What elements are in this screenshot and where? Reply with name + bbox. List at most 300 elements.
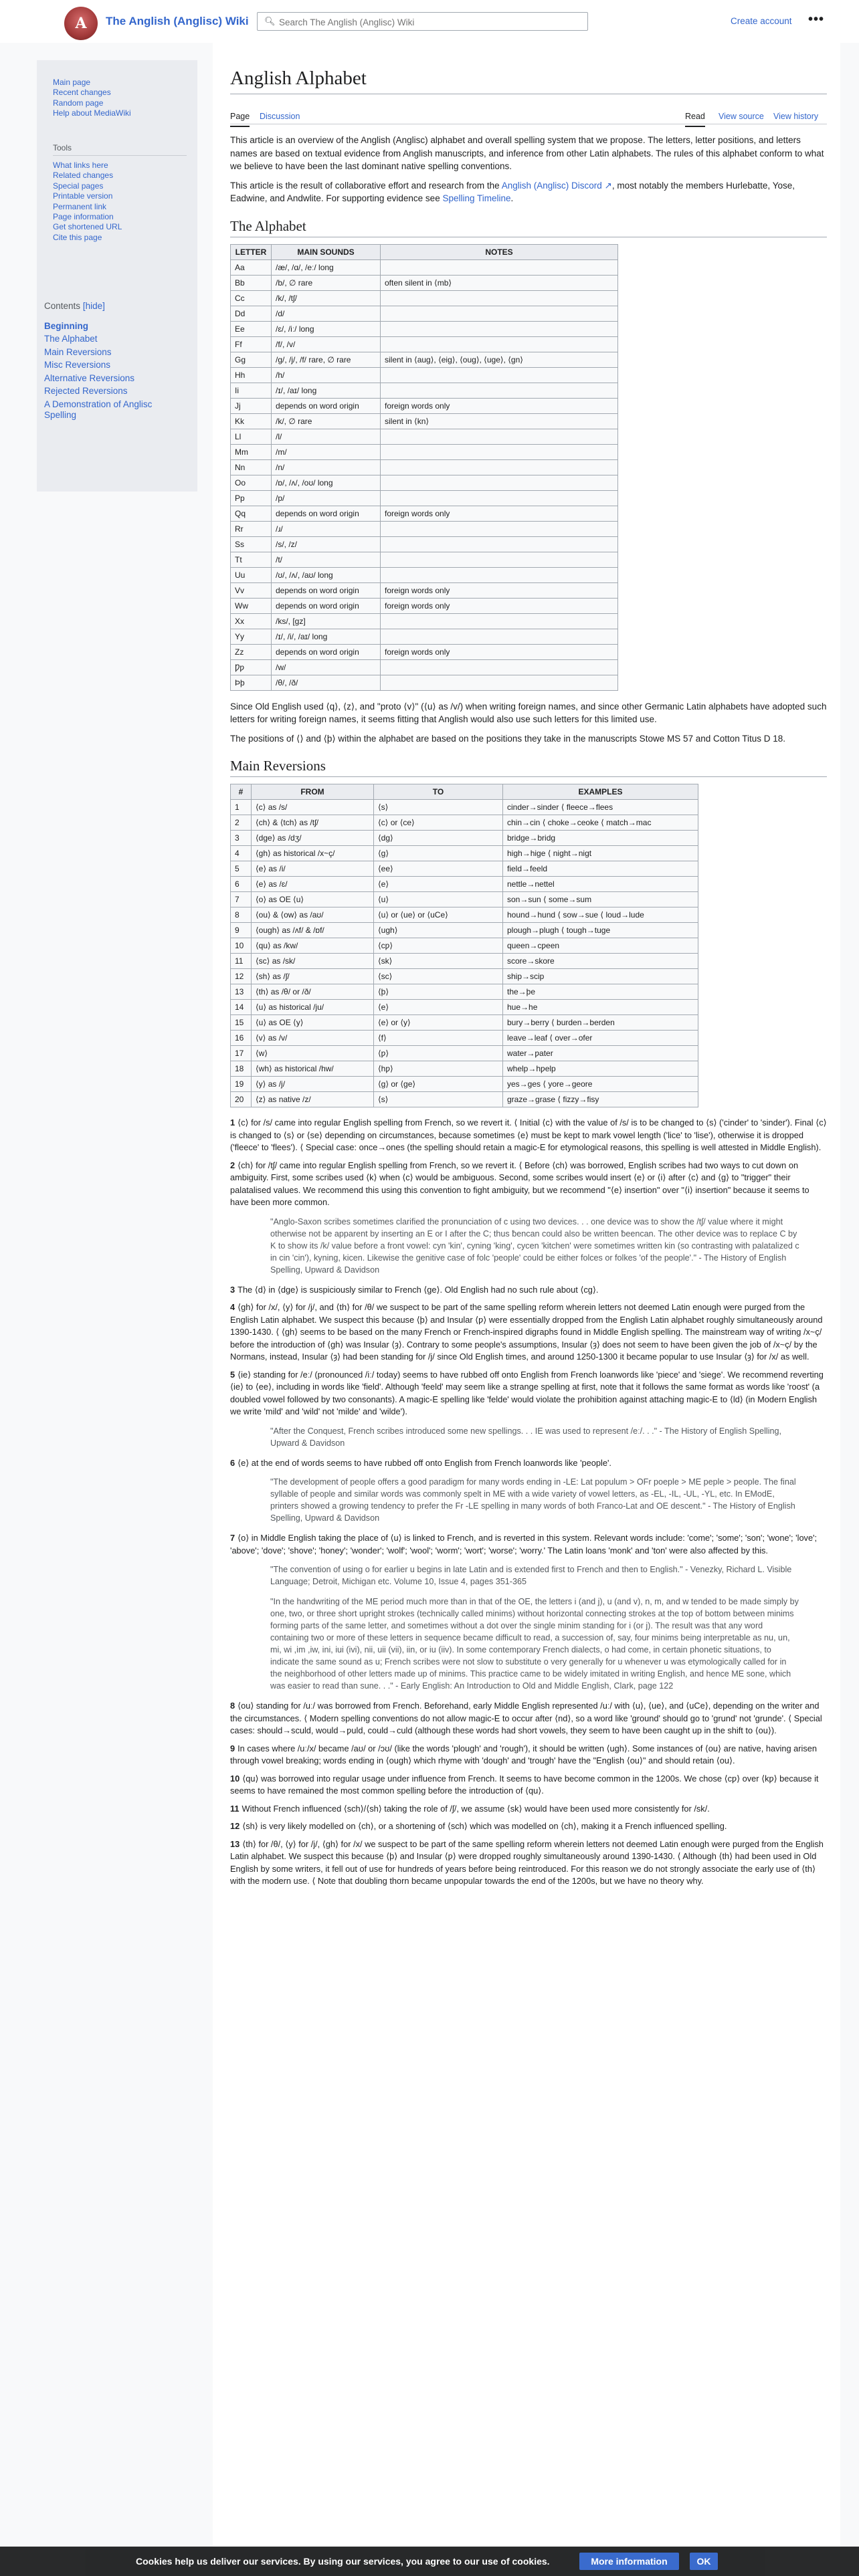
letter-cell: Zz (231, 644, 272, 659)
examples-cell: whelp→hƿelp (503, 1061, 698, 1077)
letter-cell: Oo (231, 475, 272, 490)
letter-cell: Ff (231, 336, 272, 352)
spelling-timeline-link[interactable]: Spelling Timeline (442, 193, 511, 203)
table-row (231, 259, 618, 275)
examples-cell: plough→plugh ⟨ tough→tuge (503, 923, 698, 938)
to-cell: ⟨e⟩ (374, 1000, 503, 1015)
letter-cell: Jj (231, 398, 272, 413)
note-paragraph (230, 1700, 827, 1737)
letter-cell: Ss (231, 536, 272, 552)
note-paragraph (230, 1457, 827, 1470)
number-cell: 20 (231, 1092, 252, 1107)
sounds-cell: depends on word origin (272, 398, 381, 413)
to-cell: ⟨u⟩ (374, 892, 503, 907)
sidebar-item-help[interactable]: Help about MediaWiki (53, 108, 131, 118)
letter-cell: Ww (231, 598, 272, 613)
number-cell: 3 (231, 831, 252, 846)
letter-cell: Kk (231, 413, 272, 429)
toc-item-rejected-reversions[interactable]: Rejected Reversions (44, 386, 128, 396)
note-paragraph (230, 1803, 827, 1816)
examples-cell: cinder→sinder ⟨ fleece→flees (503, 800, 698, 815)
toc-heading: Contents (44, 301, 81, 311)
table-row (231, 582, 618, 598)
letter-cell: Pp (231, 490, 272, 506)
notes-cell (381, 567, 618, 582)
table-row (231, 521, 618, 536)
letter-cell: Bb (231, 275, 272, 290)
examples-cell: queen→cƿeen (503, 938, 698, 954)
table-row (231, 275, 618, 290)
sounds-cell: /ɹ/ (272, 521, 381, 536)
note-number: 1 (230, 1117, 235, 1128)
table-row (231, 846, 698, 861)
number-cell: 9 (231, 923, 252, 938)
toc-item-beginning[interactable]: Beginning (44, 320, 88, 331)
from-cell: ⟨dge⟩ as /dʒ/ (252, 831, 374, 846)
column-header-number: # (231, 784, 252, 800)
from-cell: ⟨th⟩ as /θ/ or /ð/ (252, 984, 374, 1000)
number-cell: 11 (231, 954, 252, 969)
sounds-cell: /ɪ/, /i/, /aɪ/ long (272, 629, 381, 644)
letter-cell: Ll (231, 429, 272, 444)
note-text: ⟨ch⟩ for /tʃ/ came into regular English spelling from French, so we revert it. ⟨ Before ⟨ch⟩ was borrowed, English scribes had two ways to cut down on ambiguity. First, some scribes used ⟨k⟩ when ⟨c⟩ would be ambiguous. Second, some scribes would insert ⟨e⟩ or ⟨i⟩ after ⟨c⟩ and ⟨g⟩ to "trigger" their palatalised values. We recommend this using this convention to fight ambiguity, but we recommend "⟨e⟩ insertion" over "⟨i⟩ insertion" because it seems to have been more common. (230, 1160, 809, 1207)
table-row (231, 1061, 698, 1077)
notes-cell (381, 675, 618, 690)
to-cell: ⟨s⟩ (374, 1092, 503, 1107)
sounds-cell: /f/, /v/ (272, 336, 381, 352)
note-number: 5 (230, 1369, 235, 1380)
sounds-cell: /æ/, /ɑ/, /eː/ long (272, 259, 381, 275)
examples-cell: graze→grase ⟨ fizzy→fisy (503, 1092, 698, 1107)
alphabet-table (230, 244, 618, 691)
note-paragraph (230, 1301, 827, 1364)
sidebar-nav (53, 78, 131, 119)
note-number: 13 (230, 1838, 240, 1849)
note-number: 8 (230, 1701, 235, 1711)
notes-cell (381, 321, 618, 336)
tool-page-information[interactable]: Page information (53, 212, 114, 222)
intro-paragraph: This article is an overview of the Anglish (Anglisc) alphabet and overall spelling system that we propose. The letters, letter positions, and letters names are based on textual evidence from Anglish manuscripts, and inference from other Latin alphabets. The rules of this alphabet conform to what we believe to have been the last dominant native spelling conventions. (230, 135, 824, 171)
notes-cell (381, 459, 618, 475)
note-text: ⟨th⟩ for /θ/, ⟨y⟩ for /j/, ⟨gh⟩ for /x/ we suspect to be part of the same spelling reform wherein letters not deemed Latin enough were purged from the English Latin alphabet. We suspect this because ⟨þ⟩ and Insular ⟨ƿ⟩ were dropped roughly simultaneously around 1390-1430. ⟨ Although ⟨th⟩ had been used in Old English by some writers, it fell out of use for hundreds of years before being reintroduced. For this reason we do not strongly associate the early use of ⟨th⟩ with the modern use. ⟨ Note that doubling thorn became unpopular towards the end of the 1200s, but we have no theory why. (230, 1838, 824, 1886)
toc-hide-link[interactable]: [hide] (82, 301, 105, 311)
table-row (231, 290, 618, 306)
notes-cell: foreign words only (381, 582, 618, 598)
letter-cell: Ƿƿ (231, 659, 272, 675)
notes-cell (381, 444, 618, 459)
toc-item-misc-reversions[interactable]: Misc Reversions (44, 360, 111, 370)
sounds-cell: /ks/, [gz] (272, 613, 381, 629)
examples-cell: ship→scip (503, 969, 698, 984)
tab-discussion[interactable]: Discussion (260, 112, 300, 121)
sounds-cell: /b/, ∅ rare (272, 275, 381, 290)
table-row (231, 815, 698, 831)
table-row (231, 321, 618, 336)
table-row (231, 613, 618, 629)
sidebar-tools (53, 160, 122, 243)
site-name-link[interactable]: The Anglish (Anglisc) Wiki (106, 15, 249, 27)
table-row (231, 536, 618, 552)
note-paragraph (230, 1838, 827, 1888)
more-information-button[interactable]: More information (579, 2553, 679, 2570)
from-cell: ⟨ch⟩ & ⟨tch⟩ as /tʃ/ (252, 815, 374, 831)
notes-cell (381, 429, 618, 444)
examples-cell: chin→cin ⟨ choke→ceoke ⟨ match→mac (503, 815, 698, 831)
from-cell: ⟨u⟩ as OE ⟨y⟩ (252, 1015, 374, 1031)
notes-cell (381, 336, 618, 352)
toc-item-alternative-reversions[interactable]: Alternative Reversions (44, 372, 135, 383)
table-row (231, 861, 698, 877)
from-cell: ⟨sh⟩ as /ʃ/ (252, 969, 374, 984)
quote-block: "Anglo-Saxon scribes sometimes clarified the pronunciation of c using two devices. . . one device was to show the /tʃ/ value where it might otherwise not be apparent by inserting an E or I after the C; thus ƀencan could also be written ƀeencan. The other device was to replace C by K to show its /k/ value before a front vowel: cyn 'kin', cyning 'king', cycen 'kitchen' were sometimes written kin (so contrasting with palatalized c in cin 'cin'), kyning, kicen. Likewise the genitive case of folc 'people' could be either folces or folkes 'of the people'." - The History of English Spelling, Upward & Davidson (270, 1216, 799, 1275)
section-heading-alphabet: The Alphabet (230, 217, 827, 237)
note-text: ⟨c⟩ for /s/ came into regular English spelling from French, so we revert it. ⟨ Initial ⟨c⟩ with the value of /s/ is to be changed to ⟨s⟩ ('cinder' to 'sinder'). Final ⟨c⟩ is changed to ⟨s⟩ or ⟨se⟩ depending on circumstances, because sometimes ⟨e⟩ must be kept to mark vowel length ('lice' to 'lise'), otherwise it is dropped ('fleece' to 'flees'). ⟨ Special case: once→ones (the spelling should retain a magic-E for etymological reasons, this spelling is well attested in Middle English). (230, 1117, 827, 1152)
table-row (231, 907, 698, 923)
notes-cell: foreign words only (381, 506, 618, 521)
alphabet-note-2: The positions of ⟨⟩ and ⟨þ⟩ within the alphabet are based on the positions they take in the manuscripts Stowe MS 57 and Cotton Titus D 18. (230, 733, 786, 744)
quote-block: "In the handwriting of the ME period much more than in that of the OE, the letters i (and j), u (and v), n, m, and w tended to be made simply by one, two, or three short upright strokes (technically called minims) without horizontal connecting strokes at the top of bottom between minims forming parts of the same letter, and sometimes without a dot over the single minim standing for i (or j). The result was that any word containing two or more of these letters in sequence became difficult to read, a succession of, say, four minims being interpretable as nu, un, mi, wi ,im ,iw, ini, iui (ivi), nii, uii (vii), iin, or iu (iiv). In some contemporary French dialects, o had come, in certain phonetic situations, to indicate the same sound as u; French scribes were not slow to substitute o very generally for u whenever u was etymologically called for in the neighborhood of other letters made up of minims. This practice came to be widely imitated in writing English, and hence ME sone, which was easier to read than sune. . ." - Early English: An Introduction to Old and Middle English, Clark, page 122 (270, 1597, 799, 1691)
from-cell: ⟨ough⟩ as /ʌf/ & /ɒf/ (252, 923, 374, 938)
letter-cell: Xx (231, 613, 272, 629)
to-cell: ⟨f⟩ (374, 1031, 503, 1046)
table-row (231, 800, 698, 815)
letter-cell: Þþ (231, 675, 272, 690)
cookie-banner (0, 2547, 859, 2576)
from-cell: ⟨ou⟩ & ⟨ow⟩ as /aʊ/ (252, 907, 374, 923)
notes-cell (381, 536, 618, 552)
number-cell: 15 (231, 1015, 252, 1031)
column-header-sounds: MAIN SOUNDS (272, 244, 381, 259)
notes-cell: silent in ⟨aug⟩, ⟨eig⟩, ⟨oug⟩, ⟨uge⟩, ⟨gn⟩ (381, 352, 618, 367)
letter-cell: Yy (231, 629, 272, 644)
note-text: In cases where /uː/x/ became /aʊ/ or /ɔʊ/ (like the words 'plough' and 'rough'), it should be written ⟨ugh⟩. Some instances of ⟨ou⟩ are native, having arisen through vowel breaking; words ending in ⟨ough⟩ which rhyme with 'dough' and 'trough' have the "English ⟨ou⟩" and should retain ⟨ou⟩. (230, 1743, 818, 1765)
number-cell: 19 (231, 1077, 252, 1092)
table-row (231, 1015, 698, 1031)
note-text: ⟨gh⟩ for /x/, ⟨y⟩ for /j/, and ⟨th⟩ for /θ/ we suspect to be part of the same spelling reform wherein letters not deemed Latin enough were purged from the English Latin alphabet. We suspect this because ⟨þ⟩ and Insular ⟨ƿ⟩ were essentially dropped from the English Latin alphabet roughly simultaneously around 1390-1430. ⟨ ⟨gh⟩ seems to be based on the many French or French-inspired digraphs found in Middle English spelling. The mainstream way of writing /x~ç/ before the introduction of ⟨gh⟩ was Insular ⟨ȝ⟩. Contrary to some people's assumptions, Insular ⟨ȝ⟩ does not seem to have been given the job of /x~ç/ by the Normans, instead, Insular ⟨ȝ⟩ had been standing for /j/ since Old English times, and around 1250-1300 it became popular to use Insular ⟨ȝ⟩ for /x/ as well. (230, 1302, 823, 1362)
page-title: Anglish Alphabet (230, 67, 827, 94)
to-cell: ⟨g⟩ (374, 846, 503, 861)
note-text: ⟨qu⟩ was borrowed into regular usage under influence from French. It seems to have become common in the 1200s. We chose ⟨cƿ⟩ over ⟨kƿ⟩ because it seems to have remained the most common spelling before the introduction of ⟨qu⟩. (230, 1773, 819, 1796)
sounds-cell: /p/ (272, 490, 381, 506)
from-cell: ⟨v⟩ as /v/ (252, 1031, 374, 1046)
note-number: 2 (230, 1160, 235, 1170)
sounds-cell: /g/, /j/, /f/ rare, ∅ rare (272, 352, 381, 367)
from-cell: ⟨w⟩ (252, 1046, 374, 1061)
note-paragraph (230, 1284, 827, 1297)
table-row (231, 892, 698, 907)
letter-cell: Gg (231, 352, 272, 367)
tool-related-changes[interactable]: Related changes (53, 171, 114, 181)
tool-shortened-url[interactable]: Get shortened URL (53, 222, 122, 232)
table-row (231, 567, 618, 582)
examples-cell: yes→ges ⟨ yore→geore (503, 1077, 698, 1092)
note-number: 4 (230, 1302, 235, 1312)
to-cell: ⟨ee⟩ (374, 861, 503, 877)
notes-cell (381, 521, 618, 536)
notes-cell: foreign words only (381, 644, 618, 659)
notes-cell: silent in ⟨kn⟩ (381, 413, 618, 429)
note-number: 11 (230, 1803, 240, 1814)
tool-what-links-here[interactable]: What links here (53, 160, 108, 170)
to-cell: ⟨þ⟩ (374, 984, 503, 1000)
table-of-contents (44, 301, 185, 423)
letter-cell: Nn (231, 459, 272, 475)
quote-block: "The development of people offers a good paradigm for many words ending in -LE: Lat populum > OFr poeple > ME peple > people. The final syllable of people and similar words was commonly spelt in ME with a wide variety of vowel letters, as -EL, -IL, -UL, -YL, etc. In EModE, printers showed a growing tendency to prefer the Fr -LE spelling in many words of both Franco-Lat and OE descent." - The History of English Spelling, Upward & Davidson (270, 1477, 796, 1523)
create-account-link[interactable]: Create account (731, 16, 792, 26)
search-icon: 🔍︎ (264, 16, 276, 26)
notes-cell (381, 367, 618, 383)
note-paragraph (230, 1532, 827, 1557)
sounds-cell: /n/ (272, 459, 381, 475)
sidebar-item-random-page[interactable]: Random page (53, 98, 104, 108)
tab-page[interactable]: Page (230, 112, 250, 127)
table-row (231, 383, 618, 398)
examples-cell: bridge→bridg (503, 831, 698, 846)
notes-cell: foreign words only (381, 398, 618, 413)
examples-cell: leave→leaf ⟨ over→ofer (503, 1031, 698, 1046)
examples-cell: score→skore (503, 954, 698, 969)
tools-heading: Tools (53, 143, 72, 152)
letter-cell: Vv (231, 582, 272, 598)
to-cell: ⟨c⟩ or ⟨ce⟩ (374, 815, 503, 831)
toc-item-alphabet[interactable]: The Alphabet (44, 334, 98, 344)
reversions-table (230, 784, 698, 1107)
site-logo[interactable]: A (64, 7, 98, 40)
from-cell: ⟨c⟩ as /s/ (252, 800, 374, 815)
from-cell: ⟨e⟩ as /i/ (252, 861, 374, 877)
letter-cell: Tt (231, 552, 272, 567)
sounds-cell: /ɒ/, /ʌ/, /oʊ/ long (272, 475, 381, 490)
note-number: 12 (230, 1821, 240, 1831)
notes-cell (381, 490, 618, 506)
sounds-cell: /d/ (272, 306, 381, 321)
to-cell: ⟨sk⟩ (374, 954, 503, 969)
notes-cell (381, 552, 618, 567)
column-header-notes: NOTES (381, 244, 618, 259)
column-header-to: TO (374, 784, 503, 800)
alphabet-note-1: Since Old English used ⟨q⟩, ⟨z⟩, and "proto ⟨v⟩" (⟨u⟩ as /v/) when writing foreign names, and since other Germanic Latin alphabets have adopted such letters for writing foreign names, it seems fitting that Anglish would also use such letters for this limited use. (230, 701, 827, 724)
quote-block: "After the Conquest, French scribes introduced some new spellings. . . IE was used to represent /eː/. . ." - The History of English Spelling, Upward & Davidson (270, 1426, 782, 1448)
sounds-cell: /ʊ/, /ʌ/, /aʊ/ long (272, 567, 381, 582)
notes-cell (381, 290, 618, 306)
examples-cell: nettle→nettel (503, 877, 698, 892)
table-row (231, 506, 618, 521)
sounds-cell: /ɛ/, /iː/ long (272, 321, 381, 336)
note-number: 10 (230, 1773, 240, 1784)
search-input[interactable] (278, 15, 581, 29)
letter-cell: Aa (231, 259, 272, 275)
to-cell: ⟨ugh⟩ (374, 923, 503, 938)
examples-cell: the→þe (503, 984, 698, 1000)
main-content (213, 43, 840, 2576)
tab-read[interactable]: Read (685, 112, 705, 127)
letter-cell: Cc (231, 290, 272, 306)
notes-cell (381, 475, 618, 490)
table-row (231, 629, 618, 644)
note-paragraph (230, 1820, 827, 1833)
to-cell: ⟨u⟩ or ⟨ue⟩ or ⟨uCe⟩ (374, 907, 503, 923)
note-text: Without French influenced ⟨sch⟩/⟨sh⟩ taking the role of /ʃ/, we assume ⟨sk⟩ would have been used more consistently for /sk/. (242, 1803, 710, 1814)
notes-cell (381, 306, 618, 321)
from-cell: ⟨z⟩ as native /z/ (252, 1092, 374, 1107)
note-paragraph (230, 1773, 827, 1798)
sounds-cell: depends on word origin (272, 644, 381, 659)
note-text: ⟨ie⟩ standing for /eː/ (pronounced /iː/ today) seems to have rubbed off onto English from French loanwords like 'piece' and 'siege'. We recommend reverting ⟨ie⟩ to ⟨ee⟩, including in words like 'field'. Although 'feeld' may seem like a strange spelling at first, note that it follows the same format as words like 'roost' (a doubled vowel followed by two consonants). A magic-E spelling like 'felde' would violate the prohibition against attaching magic-E to ⟨ld⟩ (in Modern English we write 'mild' and 'wild' not 'milde' and 'wilde'). (230, 1369, 824, 1416)
column-header-examples: EXAMPLES (503, 784, 698, 800)
table-row (231, 644, 618, 659)
sounds-cell: /ɪ/, /aɪ/ long (272, 383, 381, 398)
sounds-cell: /θ/, /ð/ (272, 675, 381, 690)
number-cell: 8 (231, 907, 252, 923)
to-cell: ⟨e⟩ or ⟨y⟩ (374, 1015, 503, 1031)
table-row (231, 1000, 698, 1015)
number-cell: 1 (231, 800, 252, 815)
examples-cell: high→hige ⟨ night→nigt (503, 846, 698, 861)
table-row (231, 831, 698, 846)
table-row (231, 306, 618, 321)
note-number: 9 (230, 1743, 235, 1753)
table-row (231, 475, 618, 490)
number-cell: 16 (231, 1031, 252, 1046)
number-cell: 14 (231, 1000, 252, 1015)
sounds-cell: /k/, ∅ rare (272, 413, 381, 429)
notes-cell: often silent in ⟨mb⟩ (381, 275, 618, 290)
sounds-cell: /k/, /tʃ/ (272, 290, 381, 306)
column-header-letter: LETTER (231, 244, 272, 259)
number-cell: 13 (231, 984, 252, 1000)
table-row (231, 659, 618, 675)
toc-item-main-reversions[interactable]: Main Reversions (44, 346, 112, 357)
sounds-cell: depends on word origin (272, 598, 381, 613)
sounds-cell: /w/ (272, 659, 381, 675)
more-menu-icon[interactable]: ••• (808, 12, 825, 27)
number-cell: 6 (231, 877, 252, 892)
tools-divider (53, 155, 187, 156)
note-paragraph (230, 1369, 827, 1418)
table-row (231, 352, 618, 367)
note-text: ⟨o⟩ in Middle English taking the place of ⟨u⟩ is linked to French, and is reverted in this system. Relevant words include: 'come'; 'some'; 'son'; 'wone'; 'love'; 'above'; 'dove'; 'shove'; 'honey'; 'wonder'; 'wolf'; 'wool'; 'worm'; 'wort'; 'worse'; 'worry.' The Latin loans 'monk' and 'ton' were also affected by this. (230, 1533, 818, 1555)
sidebar-item-recent-changes[interactable]: Recent changes (53, 88, 111, 98)
examples-cell: bury→berry ⟨ burden→berden (503, 1015, 698, 1031)
table-row (231, 1046, 698, 1061)
section-heading-main-reversions: Main Reversions (230, 757, 827, 777)
tool-special-pages[interactable]: Special pages (53, 181, 104, 191)
tool-printable-version[interactable]: Printable version (53, 191, 113, 201)
sounds-cell: depends on word origin (272, 506, 381, 521)
note-number: 7 (230, 1533, 235, 1543)
sounds-cell: /h/ (272, 367, 381, 383)
table-row (231, 1092, 698, 1107)
reversion-notes (230, 1117, 827, 1888)
tab-view-history[interactable]: View history (773, 112, 819, 121)
to-cell: ⟨dg⟩ (374, 831, 503, 846)
notes-cell (381, 259, 618, 275)
from-cell: ⟨u⟩ as historical /ju/ (252, 1000, 374, 1015)
tool-cite-page[interactable]: Cite this page (53, 232, 102, 242)
table-row (231, 367, 618, 383)
note-text: ⟨sh⟩ is very likely modelled on ⟨ch⟩, or a shortening of ⟨sch⟩ which was modelled on ⟨ch⟩, making it a French influenced spelling. (242, 1821, 727, 1831)
number-cell: 12 (231, 969, 252, 984)
tab-view-source[interactable]: View source (719, 112, 764, 121)
table-row (231, 938, 698, 954)
from-cell: ⟨gh⟩ as historical /x~ç/ (252, 846, 374, 861)
to-cell: ⟨ƿ⟩ (374, 1046, 503, 1061)
sounds-cell: /t/ (272, 552, 381, 567)
table-row (231, 413, 618, 429)
note-paragraph (230, 1743, 827, 1767)
letter-cell: Rr (231, 521, 272, 536)
to-cell: ⟨e⟩ (374, 877, 503, 892)
table-row (231, 675, 618, 690)
table-row (231, 336, 618, 352)
sounds-cell: /l/ (272, 429, 381, 444)
to-cell: ⟨g⟩ or ⟨ge⟩ (374, 1077, 503, 1092)
table-row (231, 459, 618, 475)
column-header-from: FROM (252, 784, 374, 800)
table-row (231, 1077, 698, 1092)
table-row (231, 984, 698, 1000)
letter-cell: Ii (231, 383, 272, 398)
to-cell: ⟨cƿ⟩ (374, 938, 503, 954)
number-cell: 10 (231, 938, 252, 954)
notes-cell (381, 383, 618, 398)
number-cell: 7 (231, 892, 252, 907)
from-cell: ⟨e⟩ as /ɛ/ (252, 877, 374, 892)
table-row (231, 877, 698, 892)
number-cell: 18 (231, 1061, 252, 1077)
table-row (231, 490, 618, 506)
from-cell: ⟨wh⟩ as historical /hw/ (252, 1061, 374, 1077)
table-row (231, 954, 698, 969)
notes-cell: foreign words only (381, 598, 618, 613)
examples-cell: hue→he (503, 1000, 698, 1015)
from-cell: ⟨o⟩ as OE ⟨u⟩ (252, 892, 374, 907)
table-row (231, 969, 698, 984)
search-box[interactable] (257, 12, 588, 31)
table-row (231, 398, 618, 413)
from-cell: ⟨qu⟩ as /kw/ (252, 938, 374, 954)
examples-cell: hound→hund ⟨ sow→sue ⟨ loud→lude (503, 907, 698, 923)
table-row (231, 923, 698, 938)
number-cell: 2 (231, 815, 252, 831)
notes-cell (381, 613, 618, 629)
sidebar (37, 60, 197, 492)
to-cell: ⟨sc⟩ (374, 969, 503, 984)
table-row (231, 1031, 698, 1046)
examples-cell: son→sun ⟨ some→sum (503, 892, 698, 907)
attribution-paragraph: This article is the result of collaborative effort and research from the Anglish (Anglisc) Discord ↗, most notably the members Hurlebatte, Yose, Eadwine, and Andwlite. For supporting evidence see Spelling Timeline. (230, 180, 795, 203)
sounds-cell: /s/, /z/ (272, 536, 381, 552)
notes-cell (381, 629, 618, 644)
number-cell: 17 (231, 1046, 252, 1061)
to-cell: ⟨hƿ⟩ (374, 1061, 503, 1077)
letter-cell: Qq (231, 506, 272, 521)
ok-button[interactable]: OK (690, 2553, 718, 2570)
to-cell: ⟨s⟩ (374, 800, 503, 815)
sidebar-item-main-page[interactable]: Main page (53, 78, 91, 87)
from-cell: ⟨sc⟩ as /sk/ (252, 954, 374, 969)
number-cell: 5 (231, 861, 252, 877)
table-row (231, 598, 618, 613)
letter-cell: Dd (231, 306, 272, 321)
discord-link[interactable]: Anglish (Anglisc) Discord ↗ (501, 180, 612, 191)
tool-permanent-link[interactable]: Permanent link (53, 201, 107, 211)
toc-item-demonstration[interactable]: A Demonstration of Anglisc Spelling (44, 399, 153, 420)
cookie-text: Cookies help us deliver our services. By using our services, you agree to our use of cookies. (136, 2556, 550, 2567)
note-text: The ⟨d⟩ in ⟨dge⟩ is suspiciously similar to French ⟨ge⟩. Old English had no such rule about ⟨cg⟩. (237, 1284, 599, 1295)
sounds-cell: /m/ (272, 444, 381, 459)
examples-cell: water→ƿater (503, 1046, 698, 1061)
